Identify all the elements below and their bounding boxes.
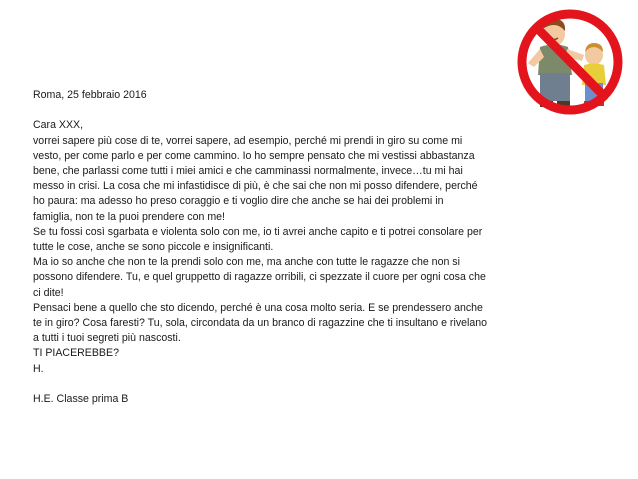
letter-line: famiglia, non te la puoi prendere con me! [33, 210, 225, 223]
letter-salutation: Cara XXX, [33, 119, 84, 132]
letter-line: vesto, per come parlo e per come cammino. Io ho sempre pensato che mi vestissi abbastanza [33, 149, 475, 162]
letter-line: tutte le cose, anche se sono piccole e insignificanti. [33, 241, 274, 254]
letter-line: te in giro? Cosa faresti? Tu, sola, circondata da un branco di ragazzine che ti insultano e rivelano [33, 317, 488, 330]
letter-line: vorrei sapere più cose di te, vorrei sapere, ad esempio, perché mi prendi in giro su come mi [33, 134, 463, 147]
letter-line: H. [33, 362, 44, 375]
letter-line: Pensaci bene a quello che sto dicendo, perché è una cosa molto seria. E se prendessero anche [33, 301, 483, 314]
letter-blank-line [33, 377, 498, 392]
letter-line: a tutti i tuoi segreti più nascosti. [33, 332, 181, 345]
letter-line: messo in crisi. La cosa che mi infastidisce di più, è che sai che non mi posso difendere, perché [33, 180, 478, 193]
letter-line: Se tu fossi così sgarbata e violenta solo con me, io ti avrei anche capito e ti potrei consolare per [33, 225, 483, 238]
letter-line: ci dite! [33, 286, 64, 299]
letter-line: possono difendere. Tu, e quel gruppetto di ragazze orribili, ci spezzate il cuore per ogni cosa che [33, 271, 486, 284]
letter-line: ho paura: ma adesso ho preso coraggio e ti voglio dire che anche se hai dei problemi in [33, 195, 444, 208]
letter-text [33, 88, 498, 407]
letter-line: TI PIACEREBBE? [33, 347, 119, 360]
letter-date: Roma, 25 febbraio 2016 [33, 89, 147, 101]
letter-blank-line [33, 103, 498, 118]
letter-line: Ma io so anche che non te la prendi solo con me, ma anche con tutte le ragazze che non si [33, 256, 460, 269]
letter-signature: H.E. Classe prima B [33, 393, 129, 406]
no-bullying-sign-icon [510, 7, 630, 117]
letter-line: bene, che parlassi come tutti i miei amici e che camminassi normalmente, invece…tu mi hai [33, 165, 463, 177]
